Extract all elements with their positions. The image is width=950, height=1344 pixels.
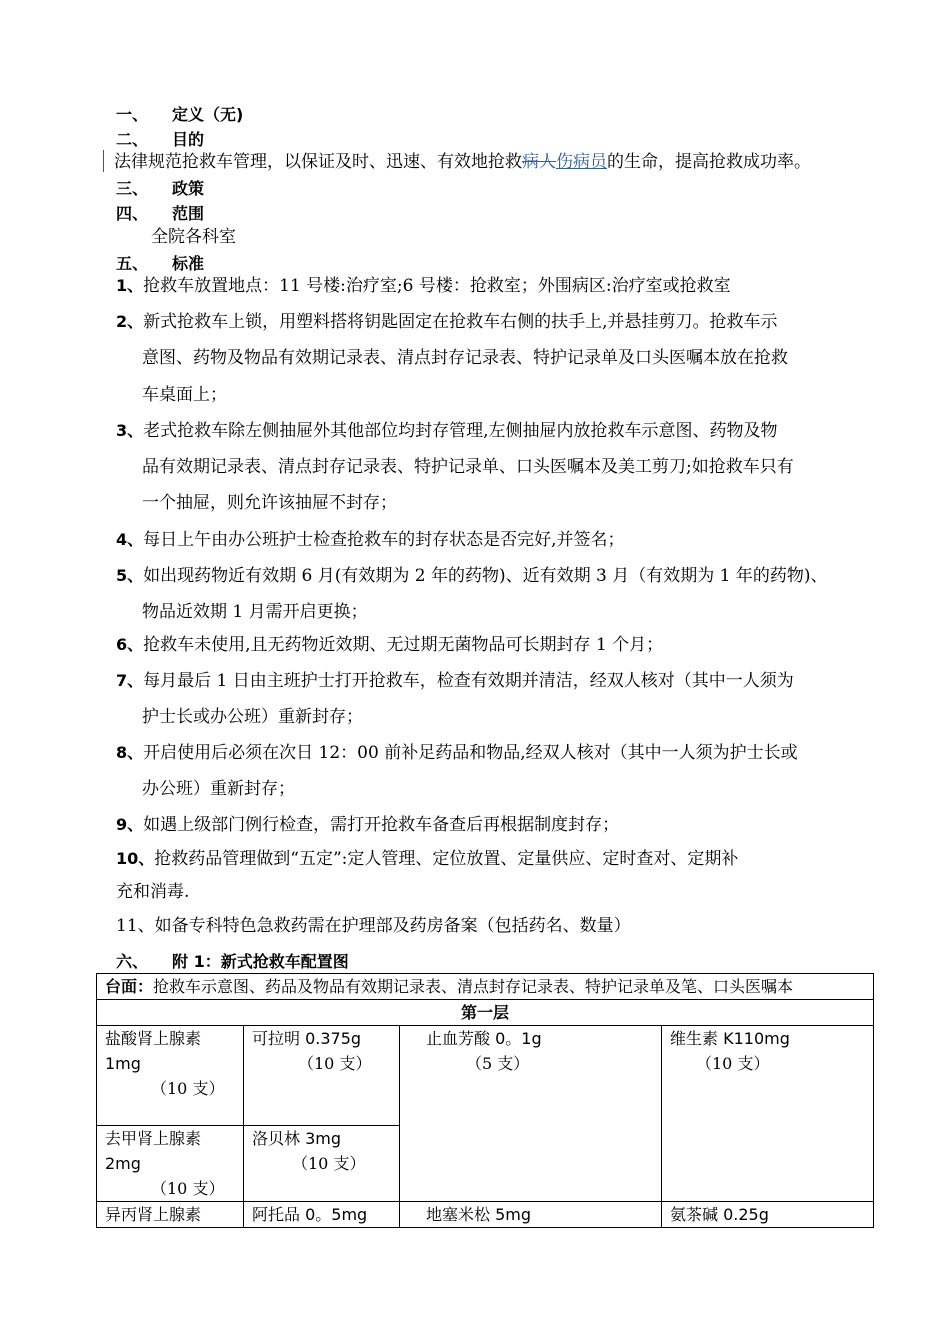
item-3-line-3: 一个抽屉，则允许该抽屉不封存； (142, 493, 397, 513)
drug-cell-epinephrine (97, 1026, 244, 1126)
purpose-inserted-text: 伤病员 (556, 152, 607, 172)
standard-item-6 (116, 633, 663, 657)
table-row (97, 974, 874, 1000)
drug-name: 阿托品 0。5mg (252, 1205, 368, 1224)
item-text: 老式抢救车除左侧抽屉外其他部位均封存管理,左侧抽屉内放抢救车示意图、药物及物 (143, 421, 778, 441)
drug-name: 异丙肾上腺素 (105, 1205, 202, 1224)
tabletop-text: 抢救车示意图、药品及物品有效期记录表、清点封存记录表、特护记录单及笔、口头医嘱本 (153, 977, 794, 996)
standard-item-9 (116, 813, 619, 837)
item-8-line-2: 办公班）重新封存； (142, 779, 295, 799)
section-1-title: 定义（无) (172, 105, 244, 124)
item-number: 9、 (116, 815, 144, 834)
section-6-title: 附 1：新式抢救车配置图 (172, 952, 349, 971)
purpose-deleted-text: 病人 (522, 152, 556, 172)
tabletop-cell (97, 974, 874, 1000)
drug-qty: （5 支） (466, 1054, 530, 1073)
scope-text: 全院各科室 (151, 227, 236, 247)
item-number: 6、 (116, 635, 144, 654)
standard-item-10 (116, 847, 738, 871)
purpose-text (114, 150, 811, 174)
section-5-title: 标准 (172, 254, 205, 273)
item-text: 每月最后 1 日由主班护士打开抢救车，检查有效期并清洁，经双人核对（其中一人须为 (143, 671, 794, 691)
drug-cell-pamba (400, 1026, 662, 1202)
cart-config-table (96, 973, 874, 1228)
item-number: 10、 (116, 849, 155, 868)
item-text: 如遇上级部门例行检查，需打开抢救车备查后再根据制度封存； (143, 815, 620, 835)
drug-name: 洛贝林 3mg (252, 1129, 342, 1148)
drug-name: 可拉明 0.375g (252, 1029, 362, 1048)
section-2-title: 目的 (172, 130, 205, 149)
item-text: 开启使用后必须在次日 12：00 前补足药品和物品,经双人核对（其中一人须为护士长或 (143, 743, 798, 763)
item-number: 7、 (116, 671, 144, 690)
section-1-number: 一、 (116, 105, 149, 124)
purpose-pre: 法律规范抢救车管理，以保证及时、迅速、有效地抢救 (114, 152, 522, 172)
standard-item-5 (116, 564, 828, 588)
item-text: 如出现药物近有效期 6 月(有效期为 2 年的药物)、近有效期 3 月（有效期为 1 年的药物)、 (143, 566, 828, 586)
drug-name: 去甲肾上腺素 (105, 1129, 202, 1148)
drug-qty: （10 支） (696, 1054, 770, 1073)
item-10-line-2: 充和消毒. (116, 882, 190, 902)
standard-item-11: 11、如备专科特色急救药需在护理部及药房备案（包括药名、数量） (116, 916, 631, 936)
standard-item-1 (116, 274, 731, 298)
drug-qty: （10 支） (298, 1054, 372, 1073)
drug-qty: （10 支） (151, 1179, 225, 1198)
item-number: 3、 (116, 421, 144, 440)
item-3-line-2: 品有效期记录表、清点封存记录表、特护记录单、口头医嘱本及美工剪刀;如抢救车只有 (142, 457, 794, 477)
standard-item-3 (116, 419, 778, 443)
drug-cell-nikethamide (244, 1026, 400, 1126)
drug-name: 止血芳酸 0。1g (426, 1029, 542, 1048)
item-2-line-3: 车桌面上； (142, 385, 227, 405)
section-3-number: 三、 (116, 179, 149, 198)
section-3-title: 政策 (172, 179, 205, 198)
section-4-title: 范围 (172, 204, 205, 223)
standard-item-7 (116, 669, 794, 693)
drug-name: 地塞米松 5mg (426, 1205, 532, 1224)
drug-cell-dexamethasone (400, 1202, 662, 1228)
item-number: 8、 (116, 743, 144, 762)
table-row (97, 1202, 874, 1228)
item-2-line-2: 意图、药物及物品有效期记录表、清点封存记录表、特护记录单及口头医嘱本放在抢救 (142, 348, 788, 368)
standard-item-2 (116, 310, 778, 334)
drug-cell-lobeline (244, 1126, 400, 1202)
item-number: 5、 (116, 566, 144, 585)
revision-change-bar (103, 150, 104, 172)
drug-cell-atropine (244, 1202, 400, 1228)
item-7-line-2: 护士长或办公班）重新封存； (142, 707, 363, 727)
drug-cell-aminophylline (662, 1202, 874, 1228)
item-text: 抢救车未使用,且无药物近效期、无过期无菌物品可长期封存 1 个月； (143, 635, 664, 655)
item-number: 1、 (116, 276, 144, 295)
section-4-number: 四、 (116, 204, 149, 223)
drug-cell-norepinephrine (97, 1126, 244, 1202)
drug-qty: （10 支） (151, 1079, 225, 1098)
section-5-number: 五、 (116, 254, 149, 273)
standard-item-8 (116, 741, 798, 765)
drug-name: 氨茶碱 0.25g (670, 1205, 769, 1224)
drug-dose: 2mg (105, 1154, 141, 1173)
item-text: 每日上午由办公班护士检查抢救车的封存状态是否完好,并签名； (143, 530, 625, 550)
drug-cell-isoprenaline (97, 1202, 244, 1228)
table-row (97, 1000, 874, 1026)
drug-dose: 1mg (105, 1054, 141, 1073)
tabletop-label: 台面： (105, 977, 154, 996)
section-6-number: 六、 (116, 952, 149, 971)
layer-1-header: 第一层 (97, 1000, 874, 1026)
item-text: 抢救药品管理做到“五定”:定人管理、定位放置、定量供应、定时查对、定期补 (154, 849, 739, 869)
item-text: 新式抢救车上锁，用塑料搭将钥匙固定在抢救车右侧的扶手上,并悬挂剪刀。抢救车示 (143, 312, 778, 332)
section-2-number: 二、 (116, 130, 149, 149)
drug-cell-vitamin-k1 (662, 1026, 874, 1202)
drug-name: 维生素 K110mg (670, 1029, 790, 1048)
item-number: 4、 (116, 530, 144, 549)
purpose-post: 的生命，提高抢救成功率。 (607, 152, 811, 172)
drug-name: 盐酸肾上腺素 (105, 1029, 202, 1048)
item-5-line-2: 物品近效期 1 月需开启更换； (142, 602, 368, 622)
item-number: 2、 (116, 312, 144, 331)
item-text: 抢救车放置地点：11 号楼:治疗室;6 号楼：抢救室；外围病区:治疗室或抢救室 (143, 276, 731, 296)
standard-item-4 (116, 528, 625, 552)
drug-qty: （10 支） (292, 1154, 366, 1173)
table-row (97, 1026, 874, 1126)
